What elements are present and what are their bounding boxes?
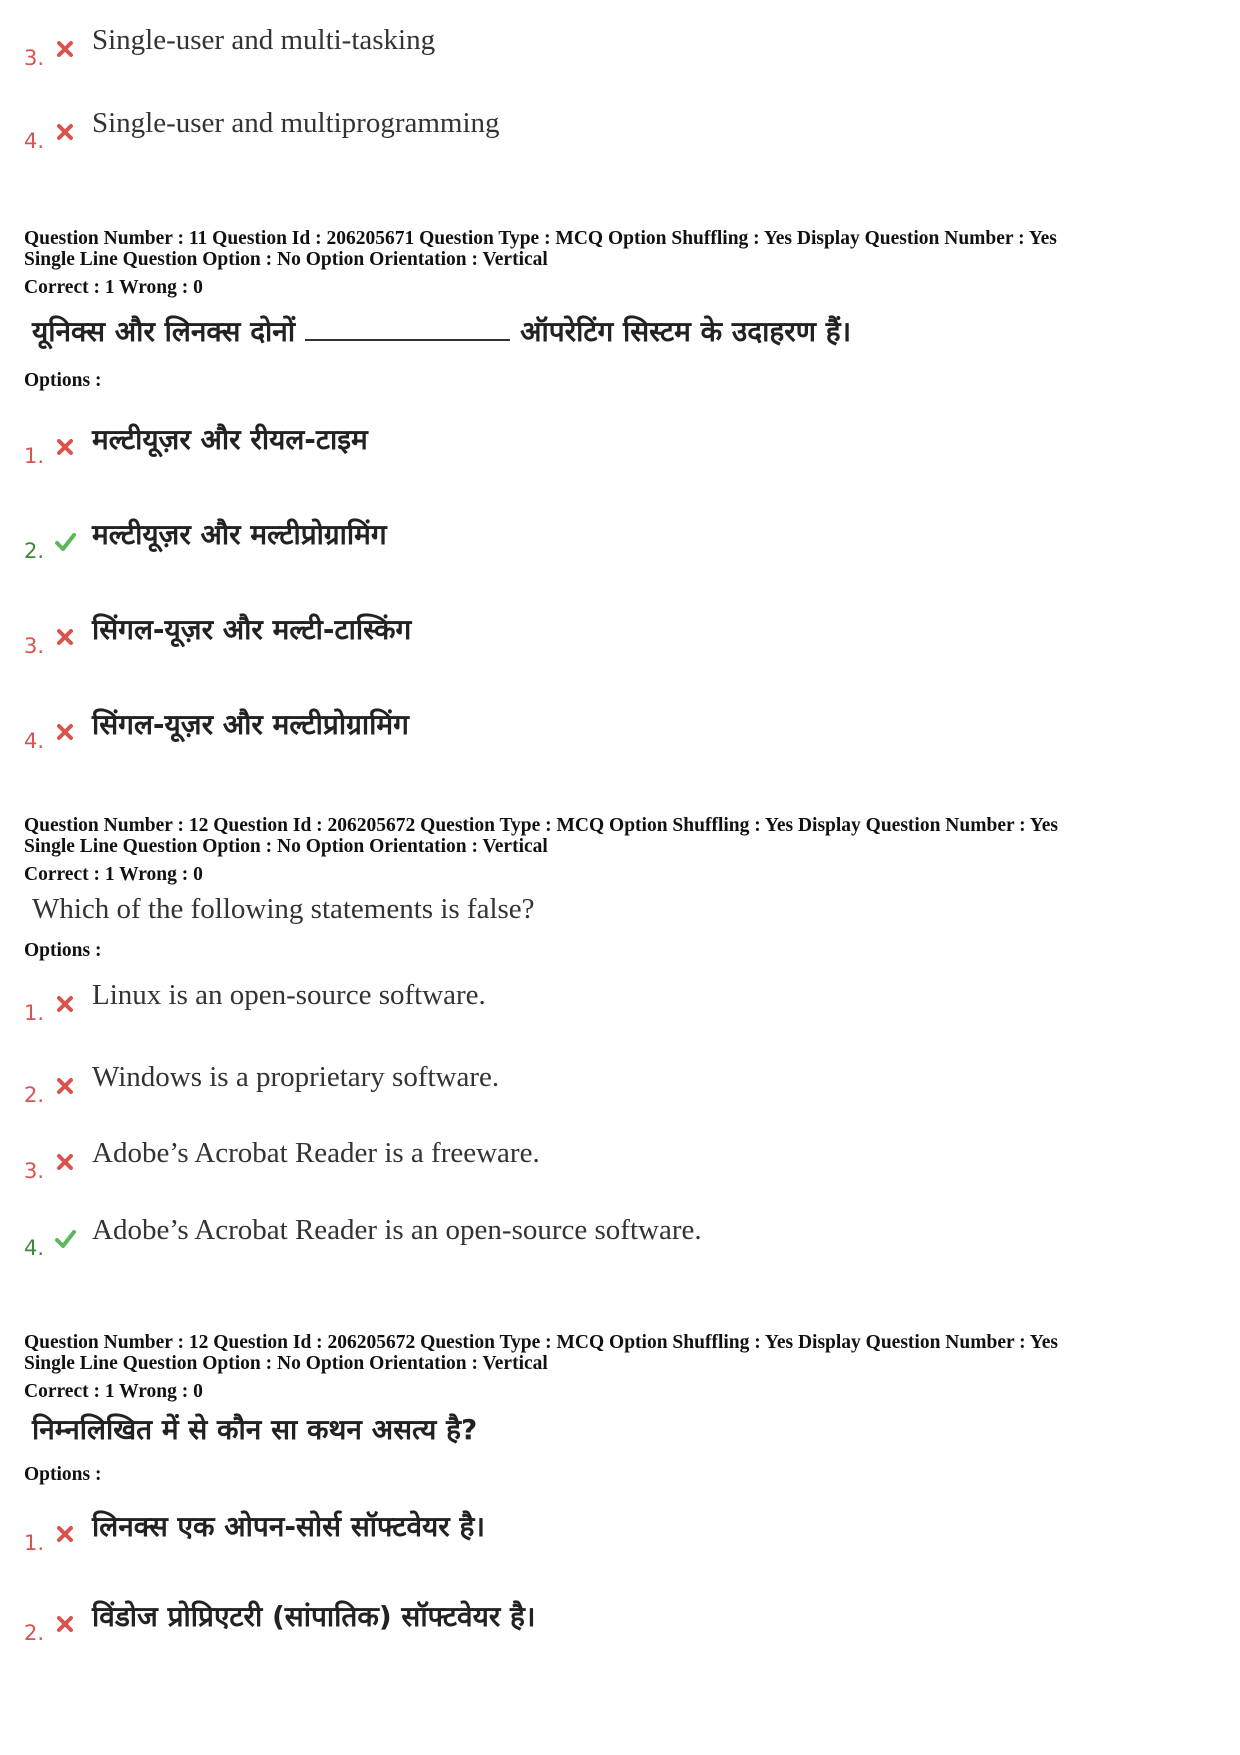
question-text-part: यूनिक्स और लिनक्स दोनों [32,315,296,348]
option-number: 4. [24,729,45,753]
question-text: निम्नलिखित में से कौन सा कथन असत्य है? [32,1413,478,1446]
option-text: सिंगल-यूज़र और मल्टी-टास्किंग [92,613,412,646]
option-number: 4. [24,129,45,153]
option-text: मल्टीयूज़र और रीयल-टाइम [92,423,368,456]
option-text: सिंगल-यूज़र और मल्टीप्रोग्रामिंग [92,708,409,741]
cross-icon [54,38,76,60]
option-number: 3. [24,634,45,658]
option-number: 3. [24,46,45,70]
options-label: Options : [24,1464,102,1485]
score-info: Correct : 1 Wrong : 0 [24,1381,203,1402]
question-meta: Question Number : 12 Question Id : 206205672 Question Type : MCQ Option Shuffling : Yes Display Question Number : Yes [24,815,1058,836]
question-meta: Single Line Question Option : No Option Orientation : Vertical [24,1353,548,1374]
option-text: विंडोज प्रोप्रिएटरी (सांपातिक) सॉफ्टवेयर है। [92,1600,536,1633]
question-meta: Question Number : 12 Question Id : 206205672 Question Type : MCQ Option Shuffling : Yes Display Question Number : Yes [24,1332,1058,1353]
option-text: Single-user and multi-tasking [92,24,436,56]
question-text [32,312,851,350]
option-number: 2. [24,1083,45,1107]
cross-icon [54,626,76,648]
option-number: 1. [24,444,45,468]
cross-icon [54,721,76,743]
option-number: 3. [24,1159,45,1183]
cross-icon [54,1075,76,1097]
cross-icon [54,1523,76,1545]
option-text: Single-user and multiprogramming [92,107,500,139]
question-meta: Single Line Question Option : No Option Orientation : Vertical [24,249,548,270]
cross-icon [54,436,76,458]
option-text: Linux is an open-source software. [92,979,486,1011]
question-text-part: ऑपरेटिंग सिस्टम के उदाहरण हैं। [520,315,852,348]
check-icon [54,1228,76,1250]
score-info: Correct : 1 Wrong : 0 [24,864,203,885]
option-number: 1. [24,1001,45,1025]
option-text: Windows is a proprietary software. [92,1061,500,1093]
options-label: Options : [24,940,102,961]
cross-icon [54,993,76,1015]
option-text: मल्टीयूज़र और मल्टीप्रोग्रामिंग [92,518,387,551]
cross-icon [54,1613,76,1635]
option-number: 2. [24,1621,45,1645]
question-meta: Question Number : 11 Question Id : 206205671 Question Type : MCQ Option Shuffling : Yes Display Question Number : Yes [24,228,1057,249]
option-number: 4. [24,1236,45,1260]
question-text: Which of the following statements is false? [32,893,535,925]
option-text: लिनक्स एक ओपन-सोर्स सॉफ्टवेयर है। [92,1510,485,1543]
option-number: 1. [24,1531,45,1555]
option-text: Adobe’s Acrobat Reader is a freeware. [92,1137,540,1169]
cross-icon [54,1151,76,1173]
score-info: Correct : 1 Wrong : 0 [24,277,203,298]
fill-blank [305,315,510,341]
options-label: Options : [24,370,102,391]
option-number: 2. [24,539,45,563]
check-icon [54,531,76,553]
option-text: Adobe’s Acrobat Reader is an open-source software. [92,1214,702,1246]
cross-icon [54,121,76,143]
question-meta: Single Line Question Option : No Option Orientation : Vertical [24,836,548,857]
